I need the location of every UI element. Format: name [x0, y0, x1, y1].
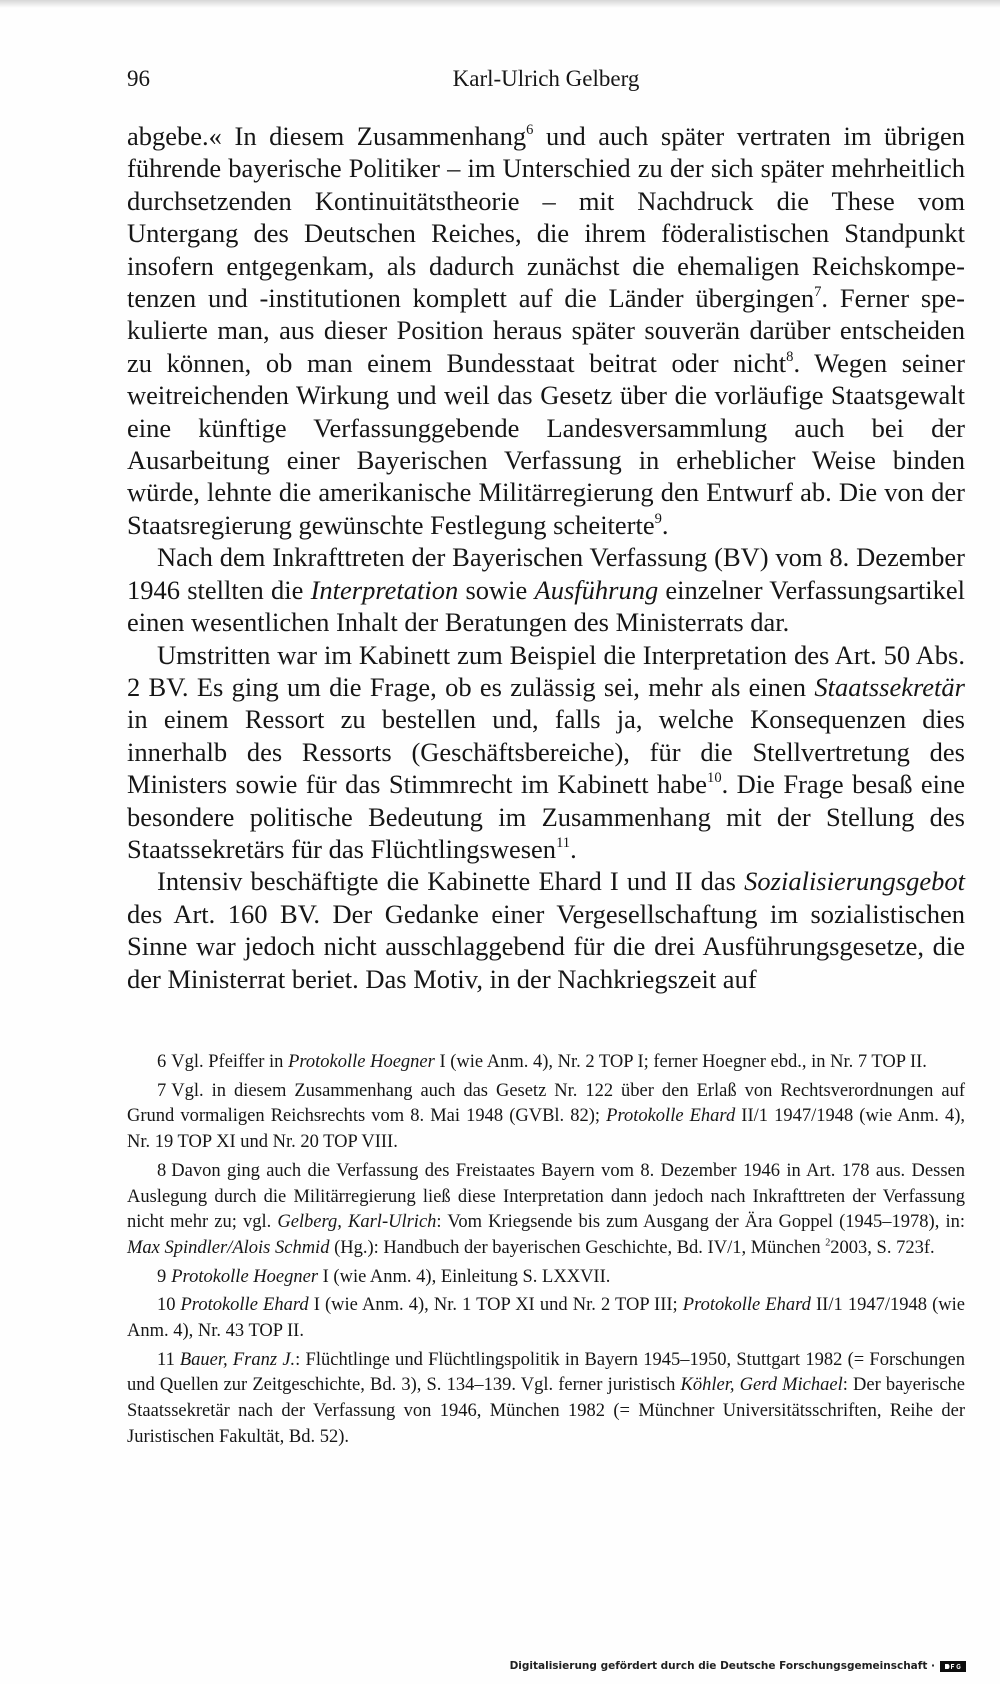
text-run: Davon ging auch die Verfassung des Freistaates Bayern vom 8. Dezember 1946 in Art. 178 aus. Dessen Auslegung durch die Militärregierung ließ diese Interpretation dann jedoch nach Inkrafttreten der Verfassung nicht mehr zu; vgl.	[127, 1160, 965, 1233]
text-run: (Hg.): Handbuch der bayerischen Geschichte, Bd. IV/1, München	[329, 1237, 826, 1258]
text-run: in einem Ressort zu bestellen und, falls ja, welche Konsequenzen dies innerhalb des Ressorts (Geschäftsbereiche), für die Stellvertretung des Ministers sowie für das Stimmrecht im Kabinett habe	[127, 704, 965, 800]
text-run: einzelner Verfassungsartikel einen wesentlichen Inhalt der Beratungen des Ministerrats dar.	[127, 574, 965, 638]
footnote-6	[127, 1050, 965, 1076]
text-run: .	[661, 509, 669, 540]
text-run: sowie	[458, 574, 535, 605]
paragraph-1	[127, 120, 965, 541]
main-text	[127, 120, 965, 995]
italic-ref: Max Spindler/Alois Schmid	[127, 1237, 330, 1258]
footnote-9	[127, 1265, 965, 1291]
paragraph-3	[127, 639, 965, 866]
italic-term: Staatssekretär	[814, 671, 965, 702]
text-run: : Flüchtlinge und Flüchtlingspolitik in Bayern 1945–1950, Stuttgart 1982 (= Forschungen und Quellen zur Zeitgeschichte, Bd. 3), S. 134–139. Vgl. ferner juristisch	[127, 1349, 965, 1396]
dfg-logo-icon	[940, 1661, 966, 1672]
credit-text: Digitalisierung gefördert durch die Deutsche Forschungsgemeinschaft ·	[509, 1660, 935, 1672]
footnote-ref-7: 7	[814, 284, 822, 301]
text-run: II/1 1947/1948 (wie Anm. 4), Nr. 43 TOP II.	[127, 1295, 965, 1342]
text-run: I (wie Anm. 4), Nr. 2 TOP I; ferner Hoegner ebd., in Nr. 7 TOP II.	[434, 1052, 927, 1072]
italic-ref: Protokolle Ehard	[606, 1106, 736, 1127]
header-author: Karl-Ulrich Gelberg	[452, 66, 640, 91]
running-head	[127, 62, 965, 98]
paragraph-2	[127, 541, 965, 638]
footnote-ref-10: 10	[707, 770, 722, 787]
text-run: Intensiv beschäftigte die Kabinette Ehard I und II das	[157, 866, 745, 897]
text-run: und auch später vertraten im übrigen führende bayerische Politiker – im Unterschied zu der sich später mehrheitlich durchsetzenden Kontinuitätstheorie – mit Nachdruck die These vom Untergang des Deutschen Reiches, die ihrem föderalistischen Standpunkt insofern entgegenkam, als dadurch zunächst die ehemaligen Reichskompetenzen und -institutionen komplett auf die Länder übergingen	[127, 121, 966, 314]
footnote-7	[127, 1079, 965, 1156]
text-run: I (wie Anm. 4), Nr. 1 TOP XI und Nr. 2 TOP III;	[308, 1295, 683, 1316]
page-number: 96	[127, 66, 150, 91]
text-run: . Die Frage besaß eine besondere politische Bedeutung im Zusammenhang mit der Stellung des Staatssekretärs für das Flüchtlingswesen	[127, 769, 966, 864]
italic-ref: Protokolle Hoegner	[171, 1266, 319, 1287]
italic-term: Interpretation	[310, 574, 459, 605]
text-run: I (wie Anm. 4), Einleitung S. LXXVII.	[318, 1266, 611, 1287]
text-run: Vgl. in diesem Zusammenhang auch das Gesetz Nr. 122 über den Erlaß von Rechtsverordnungen auf Grund vormaligen Reichsrechts vom 8. Mai 1948 (GVBl. 82);	[127, 1080, 965, 1127]
footnote-ref-11: 11	[556, 835, 571, 852]
text-run: : Vom Kriegsende bis zum Ausgang der Ära Goppel (1945–1978), in:	[436, 1212, 965, 1233]
italic-ref: Bauer, Franz J.	[179, 1349, 296, 1370]
edition-superscript: 2	[825, 1237, 831, 1249]
italic-ref: Gelberg, Karl-Ulrich	[277, 1212, 437, 1233]
footnote-number: 6	[157, 1052, 167, 1072]
digitization-credit	[510, 1656, 966, 1676]
text-run: des Art. 160 BV. Der Gedanke einer Vergesellschaftung im sozialistischen Sinne war jedoch nicht ausschlaggebend für die drei Ausführungsgesetze, die der Ministerrat beriet. Das Motiv, in der Nachkriegszeit auf	[127, 898, 965, 994]
footnote-number: 8	[157, 1160, 167, 1181]
text-run: .	[570, 833, 577, 864]
footnote-number: 7	[157, 1080, 167, 1101]
text-run: : Der bayerische Staatssekretär nach der Verfassung von 1946, München 1982 (= Münchner Universitätsschriften, Reihe der Juristischen Fakultät, Bd. 52).	[127, 1375, 965, 1447]
footnote-number: 11	[157, 1349, 175, 1370]
italic-ref: Protokolle Ehard	[682, 1295, 811, 1316]
text-run: Nach dem Inkrafttreten der Bayerischen Verfassung (BV) vom 8. Dezember 1946 stellten die	[127, 542, 965, 605]
text-run: . Ferner spekulierte man, aus dieser Position heraus später souverän darüber entscheiden zu können, ob man einem Bundesstaat beitrat oder nicht	[127, 283, 965, 378]
italic-ref: Protokolle Ehard	[180, 1295, 309, 1316]
text-run: . Wegen seiner weitreichenden Wirkung und weil das Gesetz über die vorläufige Staatsgewalt eine künftige Verfassunggebende Landesversammlung auch bei der Ausarbeitung einer Bayerischen Verfassung in erheblicher Weise binden würde, lehnte die amerikanische Militärregierung den Entwurf ab. Die von der Staatsregierung gewünschte Festlegung scheiterte	[127, 347, 965, 540]
text-run: Umstritten war im Kabinett zum Beispiel die Interpretation des Art. 50 Abs. 2 BV. Es ging um die Frage, ob es zulässig sei, mehr als einen	[127, 639, 965, 702]
italic-term: Sozialisierungsgebot	[744, 866, 965, 897]
text-run: Vgl. Pfeiffer in	[171, 1052, 289, 1072]
text-run: abgebe.« In diesem Zusammenhang	[127, 121, 527, 151]
text-run: 2003, S. 723f.	[830, 1237, 935, 1258]
footnote-ref-6: 6	[526, 122, 534, 139]
footnote-10	[127, 1293, 965, 1344]
paragraph-4	[127, 865, 965, 995]
italic-term: Ausführung	[534, 574, 659, 605]
footnote-ref-8: 8	[786, 348, 794, 365]
footnote-8	[127, 1159, 965, 1262]
footnotes	[127, 1050, 965, 1454]
italic-ref: Köhler, Gerd Michael	[680, 1375, 843, 1396]
italic-ref: Protokolle Hoegner	[288, 1052, 435, 1072]
scan-edge-shadow	[0, 0, 1000, 8]
footnote-11	[127, 1348, 965, 1451]
text-run: II/1 1947/1948 (wie Anm. 4), Nr. 19 TOP XI und Nr. 20 TOP VIII.	[127, 1106, 965, 1153]
footnote-number: 10	[157, 1295, 176, 1316]
footnote-number: 9	[157, 1266, 167, 1287]
footnote-ref-9: 9	[654, 510, 662, 527]
